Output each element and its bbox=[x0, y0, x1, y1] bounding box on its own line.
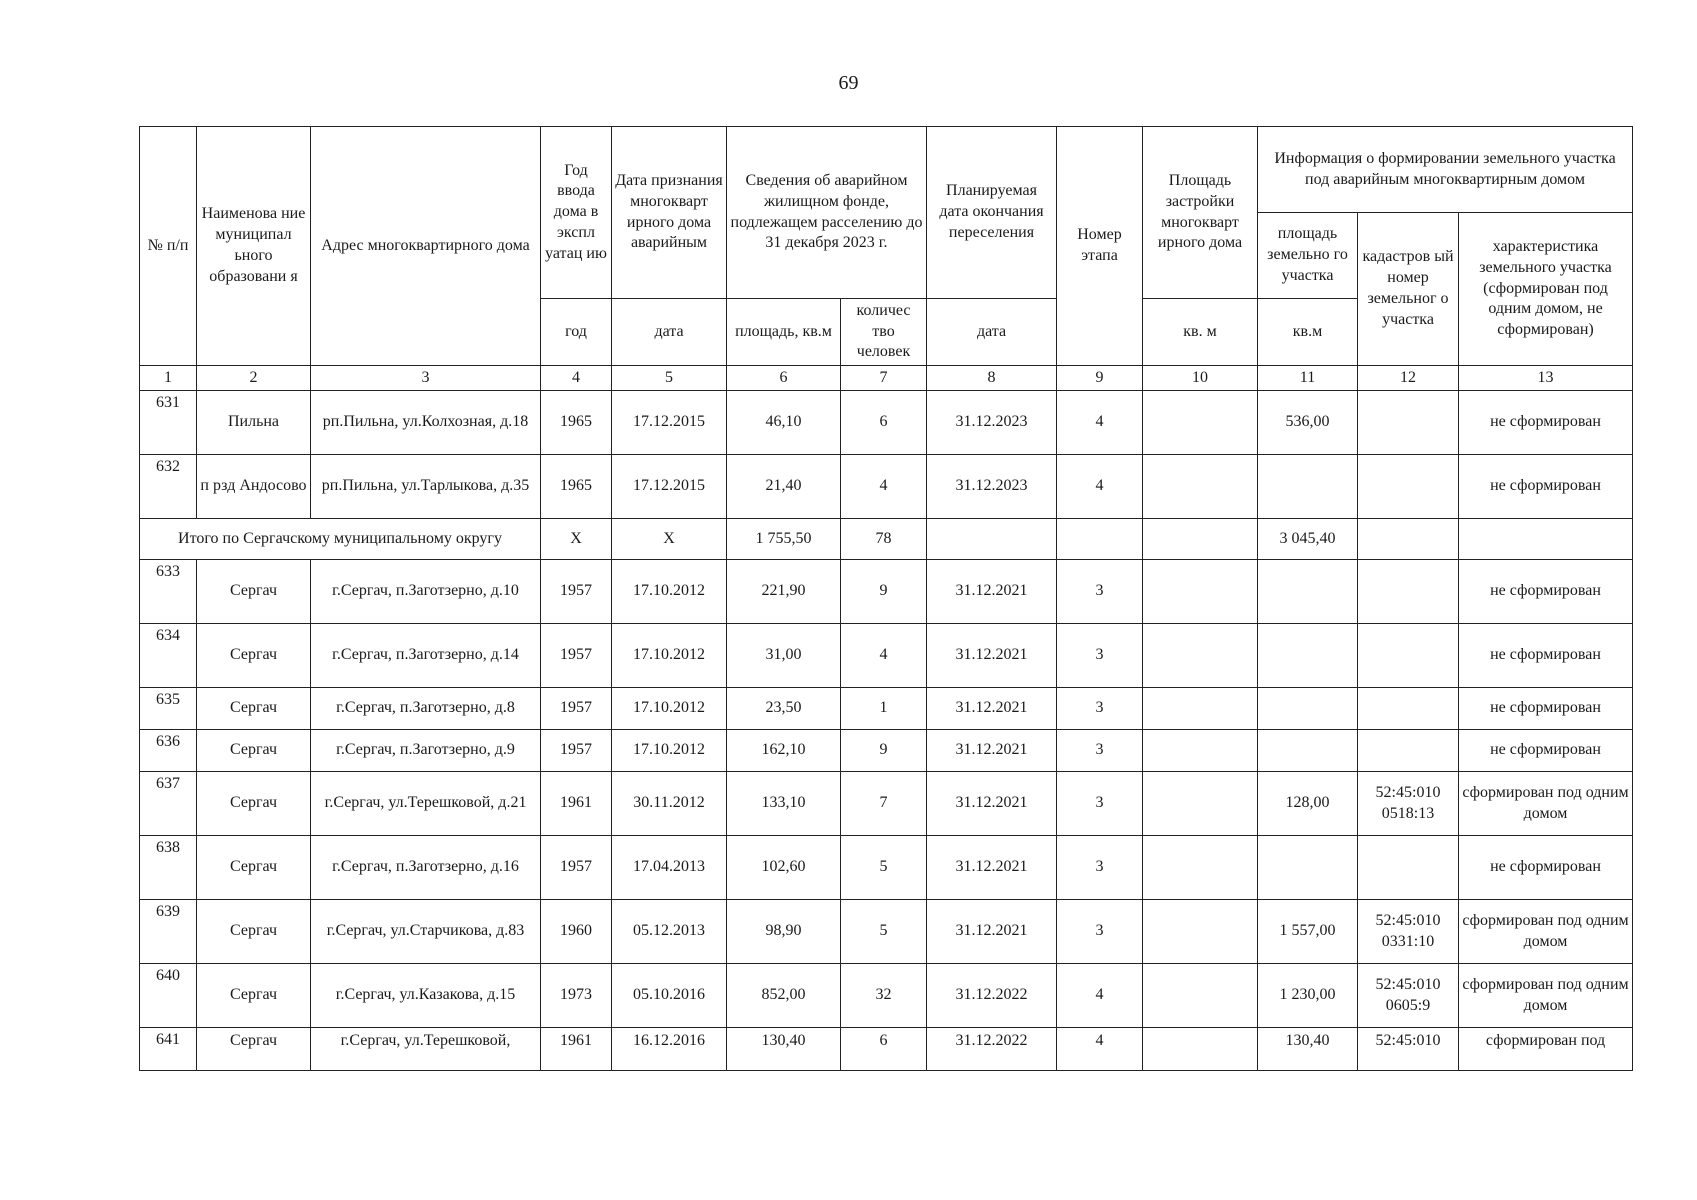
cell-address: г.Сергач, п.Заготзерно, д.14 bbox=[311, 624, 541, 688]
cell-row-number: 631 bbox=[140, 391, 197, 455]
cell-emergency-date: 16.12.2016 bbox=[612, 1028, 727, 1071]
cell-planned-date: 31.12.2021 bbox=[927, 900, 1057, 964]
column-number: 10 bbox=[1143, 366, 1258, 391]
total-cadastral bbox=[1358, 519, 1459, 560]
cell-municipality: Сергач bbox=[197, 772, 311, 836]
header-planned-resettlement-date: Планируемая дата окончания переселения bbox=[927, 127, 1057, 299]
cell-planned-date: 31.12.2021 bbox=[927, 836, 1057, 900]
cell-area: 133,10 bbox=[727, 772, 841, 836]
table-row bbox=[140, 772, 1633, 836]
cell-building-area bbox=[1143, 688, 1258, 730]
cell-cadastral-number: 52:45:010 0331:10 bbox=[1358, 900, 1459, 964]
cell-stage: 4 bbox=[1057, 391, 1143, 455]
cell-area: 46,10 bbox=[727, 391, 841, 455]
cell-stage: 3 bbox=[1057, 836, 1143, 900]
cell-address: г.Сергач, п.Заготзерно, д.10 bbox=[311, 560, 541, 624]
cell-municipality: Сергач bbox=[197, 836, 311, 900]
cell-row-number: 640 bbox=[140, 964, 197, 1028]
total-section bbox=[140, 519, 1633, 560]
cell-municipality: Сергач bbox=[197, 624, 311, 688]
cell-emergency-date: 05.10.2016 bbox=[612, 964, 727, 1028]
cell-emergency-date: 17.12.2015 bbox=[612, 455, 727, 519]
cell-planned-date: 31.12.2021 bbox=[927, 730, 1057, 772]
cell-emergency-date: 05.12.2013 bbox=[612, 900, 727, 964]
emergency-housing-table bbox=[139, 126, 1633, 1071]
unit-building-area: кв. м bbox=[1143, 299, 1258, 366]
cell-stage: 4 bbox=[1057, 964, 1143, 1028]
cell-municipality: Пильна bbox=[197, 391, 311, 455]
cell-planned-date: 31.12.2023 bbox=[927, 391, 1057, 455]
total-year: Х bbox=[541, 519, 612, 560]
cell-commission-year: 1957 bbox=[541, 730, 612, 772]
header-emergency-date: Дата признания многокварт ирного дома аварийным bbox=[612, 127, 727, 299]
cell-land-area: 128,00 bbox=[1258, 772, 1358, 836]
cell-commission-year: 1957 bbox=[541, 836, 612, 900]
cell-building-area bbox=[1143, 560, 1258, 624]
cell-cadastral-number bbox=[1358, 624, 1459, 688]
cell-planned-date: 31.12.2022 bbox=[927, 1028, 1057, 1071]
cell-planned-date: 31.12.2021 bbox=[927, 772, 1057, 836]
table-row bbox=[140, 900, 1633, 964]
header-municipality: Наименова ние муниципал ьного образовани я bbox=[197, 127, 311, 366]
cell-commission-year: 1965 bbox=[541, 391, 612, 455]
cell-municipality: Сергач bbox=[197, 688, 311, 730]
cell-cadastral-number: 52:45:010 0605:9 bbox=[1358, 964, 1459, 1028]
cell-land-status: сформирован под одним домом bbox=[1459, 772, 1633, 836]
cell-address: г.Сергач, ул.Казакова, д.15 bbox=[311, 964, 541, 1028]
column-number: 9 bbox=[1057, 366, 1143, 391]
cell-planned-date: 31.12.2023 bbox=[927, 455, 1057, 519]
cell-address: г.Сергач, ул.Терешковой, bbox=[311, 1028, 541, 1071]
cell-people: 5 bbox=[841, 836, 927, 900]
cell-people: 4 bbox=[841, 455, 927, 519]
table-row bbox=[140, 964, 1633, 1028]
column-number: 7 bbox=[841, 366, 927, 391]
cell-people: 1 bbox=[841, 688, 927, 730]
cell-address: г.Сергач, п.Заготзерно, д.9 bbox=[311, 730, 541, 772]
cell-land-status: не сформирован bbox=[1459, 560, 1633, 624]
cell-planned-date: 31.12.2022 bbox=[927, 964, 1057, 1028]
cell-people: 6 bbox=[841, 391, 927, 455]
column-number: 6 bbox=[727, 366, 841, 391]
total-label: Итого по Сергачскому муниципальному округу bbox=[140, 519, 541, 560]
column-number: 11 bbox=[1258, 366, 1358, 391]
header-building-area: Площадь застройки многокварт ирного дома bbox=[1143, 127, 1258, 299]
total-status bbox=[1459, 519, 1633, 560]
cell-building-area bbox=[1143, 624, 1258, 688]
table-row bbox=[140, 1028, 1633, 1071]
cell-municipality: Сергач bbox=[197, 1028, 311, 1071]
cell-stage: 4 bbox=[1057, 1028, 1143, 1071]
cell-land-status: не сформирован bbox=[1459, 688, 1633, 730]
cell-land-status: сформирован под одним домом bbox=[1459, 900, 1633, 964]
table-row bbox=[140, 836, 1633, 900]
cell-area: 23,50 bbox=[727, 688, 841, 730]
cell-planned-date: 31.12.2021 bbox=[927, 688, 1057, 730]
cell-cadastral-number bbox=[1358, 688, 1459, 730]
cell-address: г.Сергач, п.Заготзерно, д.8 bbox=[311, 688, 541, 730]
table-row bbox=[140, 455, 1633, 519]
table-row bbox=[140, 688, 1633, 730]
cell-people: 7 bbox=[841, 772, 927, 836]
cell-area: 130,40 bbox=[727, 1028, 841, 1071]
unit-land-area: кв.м bbox=[1258, 299, 1358, 366]
rows-top bbox=[140, 391, 1633, 519]
cell-building-area bbox=[1143, 900, 1258, 964]
cell-row-number: 633 bbox=[140, 560, 197, 624]
cell-emergency-date: 17.10.2012 bbox=[612, 624, 727, 688]
cell-land-area bbox=[1258, 688, 1358, 730]
cell-land-area bbox=[1258, 730, 1358, 772]
cell-stage: 3 bbox=[1057, 688, 1143, 730]
cell-cadastral-number bbox=[1358, 391, 1459, 455]
cell-address: рп.Пильна, ул.Колхозная, д.18 bbox=[311, 391, 541, 455]
cell-emergency-date: 30.11.2012 bbox=[612, 772, 727, 836]
cell-people: 5 bbox=[841, 900, 927, 964]
cell-municipality: Сергач bbox=[197, 560, 311, 624]
column-number: 3 bbox=[311, 366, 541, 391]
cell-land-area bbox=[1258, 624, 1358, 688]
cell-planned-date: 31.12.2021 bbox=[927, 624, 1057, 688]
total-land-area: 3 045,40 bbox=[1258, 519, 1358, 560]
cell-row-number: 634 bbox=[140, 624, 197, 688]
cell-planned-date: 31.12.2021 bbox=[927, 560, 1057, 624]
cell-area: 102,60 bbox=[727, 836, 841, 900]
total-people: 78 bbox=[841, 519, 927, 560]
cell-row-number: 636 bbox=[140, 730, 197, 772]
cell-row-number: 641 bbox=[140, 1028, 197, 1071]
total-date: Х bbox=[612, 519, 727, 560]
cell-people: 4 bbox=[841, 624, 927, 688]
cell-stage: 3 bbox=[1057, 730, 1143, 772]
cell-area: 31,00 bbox=[727, 624, 841, 688]
unit-year: год bbox=[541, 299, 612, 366]
cell-commission-year: 1961 bbox=[541, 1028, 612, 1071]
cell-emergency-date: 17.10.2012 bbox=[612, 730, 727, 772]
table-row bbox=[140, 560, 1633, 624]
cell-area: 162,10 bbox=[727, 730, 841, 772]
column-number: 4 bbox=[541, 366, 612, 391]
cell-stage: 4 bbox=[1057, 455, 1143, 519]
table-row bbox=[140, 730, 1633, 772]
header-emergency-fund-group: Сведения об аварийном жилищном фонде, подлежащем расселению до 31 декабря 2023 г. bbox=[727, 127, 927, 299]
cell-emergency-date: 17.10.2012 bbox=[612, 688, 727, 730]
cell-area: 98,90 bbox=[727, 900, 841, 964]
cell-land-status: не сформирован bbox=[1459, 624, 1633, 688]
rows-bottom bbox=[140, 560, 1633, 1071]
header-land-plot-area: площадь земельно го участка bbox=[1258, 213, 1358, 299]
total-stage bbox=[1057, 519, 1143, 560]
cell-area: 21,40 bbox=[727, 455, 841, 519]
cell-commission-year: 1957 bbox=[541, 624, 612, 688]
cell-address: рп.Пильна, ул.Тарлыкова, д.35 bbox=[311, 455, 541, 519]
cell-row-number: 639 bbox=[140, 900, 197, 964]
cell-commission-year: 1965 bbox=[541, 455, 612, 519]
cell-people: 9 bbox=[841, 730, 927, 772]
cell-cadastral-number bbox=[1358, 730, 1459, 772]
cell-land-status: не сформирован bbox=[1459, 455, 1633, 519]
cell-municipality: п рзд Андосово bbox=[197, 455, 311, 519]
cell-cadastral-number: 52:45:010 0518:13 bbox=[1358, 772, 1459, 836]
cell-people: 6 bbox=[841, 1028, 927, 1071]
cell-address: г.Сергач, ул.Терешковой, д.21 bbox=[311, 772, 541, 836]
cell-building-area bbox=[1143, 1028, 1258, 1071]
cell-people: 9 bbox=[841, 560, 927, 624]
column-number: 8 bbox=[927, 366, 1057, 391]
total-building-area bbox=[1143, 519, 1258, 560]
header-stage-number: Номер этапа bbox=[1057, 127, 1143, 366]
header-row-number: № п/п bbox=[140, 127, 197, 366]
cell-address: г.Сергач, ул.Старчикова, д.83 bbox=[311, 900, 541, 964]
cell-stage: 3 bbox=[1057, 560, 1143, 624]
total-planned-date bbox=[927, 519, 1057, 560]
cell-municipality: Сергач bbox=[197, 964, 311, 1028]
cell-land-status: сформирован под одним домом bbox=[1459, 964, 1633, 1028]
cell-land-area bbox=[1258, 455, 1358, 519]
header-land-plot-status: характеристика земельного участка (сформирован под одним домом, не сформирован) bbox=[1459, 213, 1633, 366]
column-number: 1 bbox=[140, 366, 197, 391]
table-row bbox=[140, 624, 1633, 688]
cell-stage: 3 bbox=[1057, 624, 1143, 688]
cell-building-area bbox=[1143, 964, 1258, 1028]
cell-cadastral-number bbox=[1358, 836, 1459, 900]
cell-building-area bbox=[1143, 391, 1258, 455]
cell-cadastral-number bbox=[1358, 455, 1459, 519]
cell-municipality: Сергач bbox=[197, 900, 311, 964]
cell-stage: 3 bbox=[1057, 772, 1143, 836]
cell-address: г.Сергач, п.Заготзерно, д.16 bbox=[311, 836, 541, 900]
column-number-row bbox=[140, 366, 1633, 391]
cell-land-area: 1 557,00 bbox=[1258, 900, 1358, 964]
total-area: 1 755,50 bbox=[727, 519, 841, 560]
cell-commission-year: 1961 bbox=[541, 772, 612, 836]
cell-commission-year: 1957 bbox=[541, 560, 612, 624]
cell-cadastral-number: 52:45:010 bbox=[1358, 1028, 1459, 1071]
page-number: 69 bbox=[838, 72, 859, 94]
cell-land-area bbox=[1258, 560, 1358, 624]
header-commission-year: Год ввода дома в экспл уатац ию bbox=[541, 127, 612, 299]
cell-land-area: 536,00 bbox=[1258, 391, 1358, 455]
unit-area: площадь, кв.м bbox=[727, 299, 841, 366]
cell-people: 32 bbox=[841, 964, 927, 1028]
column-number: 13 bbox=[1459, 366, 1633, 391]
column-number: 5 bbox=[612, 366, 727, 391]
cell-cadastral-number bbox=[1358, 560, 1459, 624]
cell-commission-year: 1973 bbox=[541, 964, 612, 1028]
cell-land-status: сформирован под bbox=[1459, 1028, 1633, 1071]
unit-date: дата bbox=[612, 299, 727, 366]
cell-building-area bbox=[1143, 455, 1258, 519]
cell-emergency-date: 17.10.2012 bbox=[612, 560, 727, 624]
unit-planned-date: дата bbox=[927, 299, 1057, 366]
cell-area: 852,00 bbox=[727, 964, 841, 1028]
cell-stage: 3 bbox=[1057, 900, 1143, 964]
header-cadastral-number: кадастров ый номер земельног о участка bbox=[1358, 213, 1459, 366]
cell-building-area bbox=[1143, 730, 1258, 772]
cell-row-number: 637 bbox=[140, 772, 197, 836]
cell-area: 221,90 bbox=[727, 560, 841, 624]
header-address: Адрес многоквартирного дома bbox=[311, 127, 541, 366]
cell-building-area bbox=[1143, 772, 1258, 836]
cell-emergency-date: 17.04.2013 bbox=[612, 836, 727, 900]
cell-land-area: 1 230,00 bbox=[1258, 964, 1358, 1028]
cell-land-status: не сформирован bbox=[1459, 730, 1633, 772]
cell-land-area bbox=[1258, 836, 1358, 900]
column-number: 2 bbox=[197, 366, 311, 391]
header-land-plot-group: Информация о формировании земельного участка под аварийным многоквартирным домом bbox=[1258, 127, 1633, 213]
column-number: 12 bbox=[1358, 366, 1459, 391]
table-row bbox=[140, 391, 1633, 455]
cell-municipality: Сергач bbox=[197, 730, 311, 772]
cell-row-number: 635 bbox=[140, 688, 197, 730]
cell-land-status: не сформирован bbox=[1459, 836, 1633, 900]
cell-land-area: 130,40 bbox=[1258, 1028, 1358, 1071]
cell-emergency-date: 17.12.2015 bbox=[612, 391, 727, 455]
cell-commission-year: 1960 bbox=[541, 900, 612, 964]
cell-row-number: 632 bbox=[140, 455, 197, 519]
cell-commission-year: 1957 bbox=[541, 688, 612, 730]
total-row bbox=[140, 519, 1633, 560]
cell-building-area bbox=[1143, 836, 1258, 900]
cell-row-number: 638 bbox=[140, 836, 197, 900]
cell-land-status: не сформирован bbox=[1459, 391, 1633, 455]
unit-people: количес тво человек bbox=[841, 299, 927, 366]
